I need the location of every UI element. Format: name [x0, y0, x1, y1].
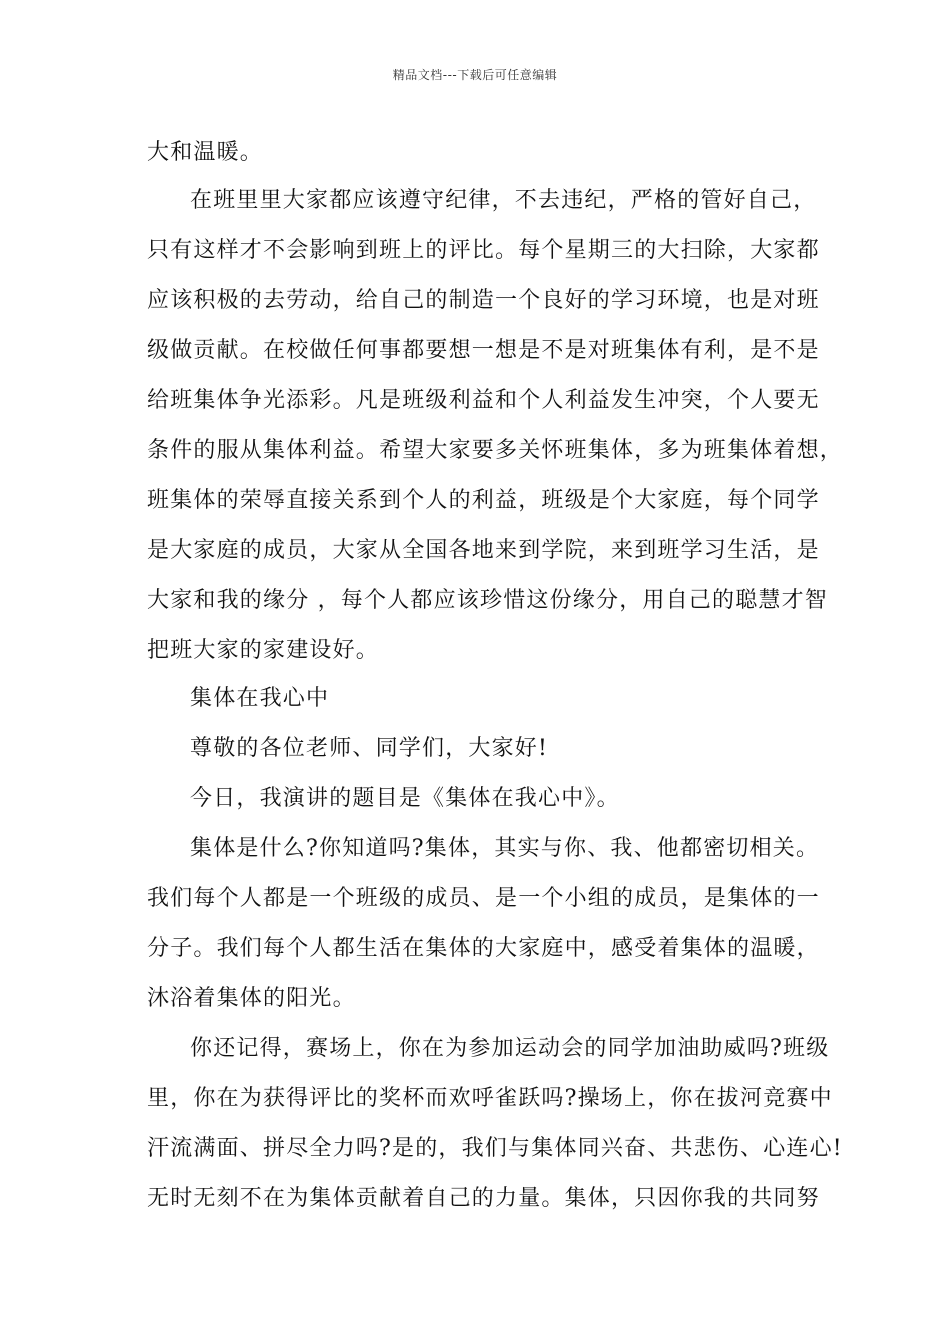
text-line: 在班里里大家都应该遵守纪律，不去违纪，严格的管好自己， [190, 188, 817, 213]
text-line: 班集体的荣辱直接关系到个人的利益，班级是个大家庭，每个同学 [147, 488, 820, 513]
text-line: 里，你在为获得评比的奖杯而欢呼雀跃吗?操场上，你在拔河竞赛中 [147, 1086, 833, 1111]
text-line: 汗流满面、拼尽全力吗?是的，我们与集体同兴奋、共悲伤、心连心! [147, 1136, 843, 1161]
text-line: 应该积极的去劳动，给自己的制造一个良好的学习环境，也是对班 [147, 288, 820, 313]
text-line: 给班集体争光添彩。凡是班级利益和个人利益发生冲突，个人要无 [147, 388, 820, 413]
text-line: 是大家庭的成员，大家从全国各地来到学院，来到班学习生活，是 [147, 538, 820, 563]
text-line: 大和温暖。 [147, 140, 264, 165]
text-line: 把班大家的家建设好。 [147, 638, 380, 663]
text-line: 无时无刻不在为集体贡献着自己的力量。集体，只因你我的共同努 [147, 1186, 820, 1211]
text-line: 今日，我演讲的题目是《集体在我心中》。 [190, 786, 620, 811]
text-line: 尊敬的各位老师、同学们，大家好! [190, 736, 549, 761]
text-line: 我们每个人都是一个班级的成员、是一个小组的成员，是集体的一 [147, 886, 820, 911]
text-line: 条件的服从集体利益。希望大家要多关怀班集体，多为班集体着想， [147, 438, 844, 463]
text-line: 大家和我的缘分 ，每个人都应该珍惜这份缘分，用自己的聪慧才智 [147, 588, 828, 613]
text-line: 级做贡献。在校做任何事都要想一想是不是对班集体有利，是不是 [147, 338, 820, 363]
text-line: 集体是什么?你知道吗?集体，其实与你、我、他都密切相关。 [190, 836, 820, 861]
text-line: 你还记得，赛场上，你在为参加运动会的同学加油助威吗?班级 [190, 1036, 830, 1061]
text-line: 分子。我们每个人都生活在集体的大家庭中，感受着集体的温暖， [147, 936, 820, 961]
section-title: 集体在我心中 [190, 686, 330, 711]
text-line: 只有这样才不会影响到班上的评比。每个星期三的大扫除，大家都 [147, 238, 820, 263]
page-header: 精品文档---下载后可任意编辑 [392, 68, 558, 82]
text-line: 沐浴着集体的阳光。 [147, 986, 356, 1011]
